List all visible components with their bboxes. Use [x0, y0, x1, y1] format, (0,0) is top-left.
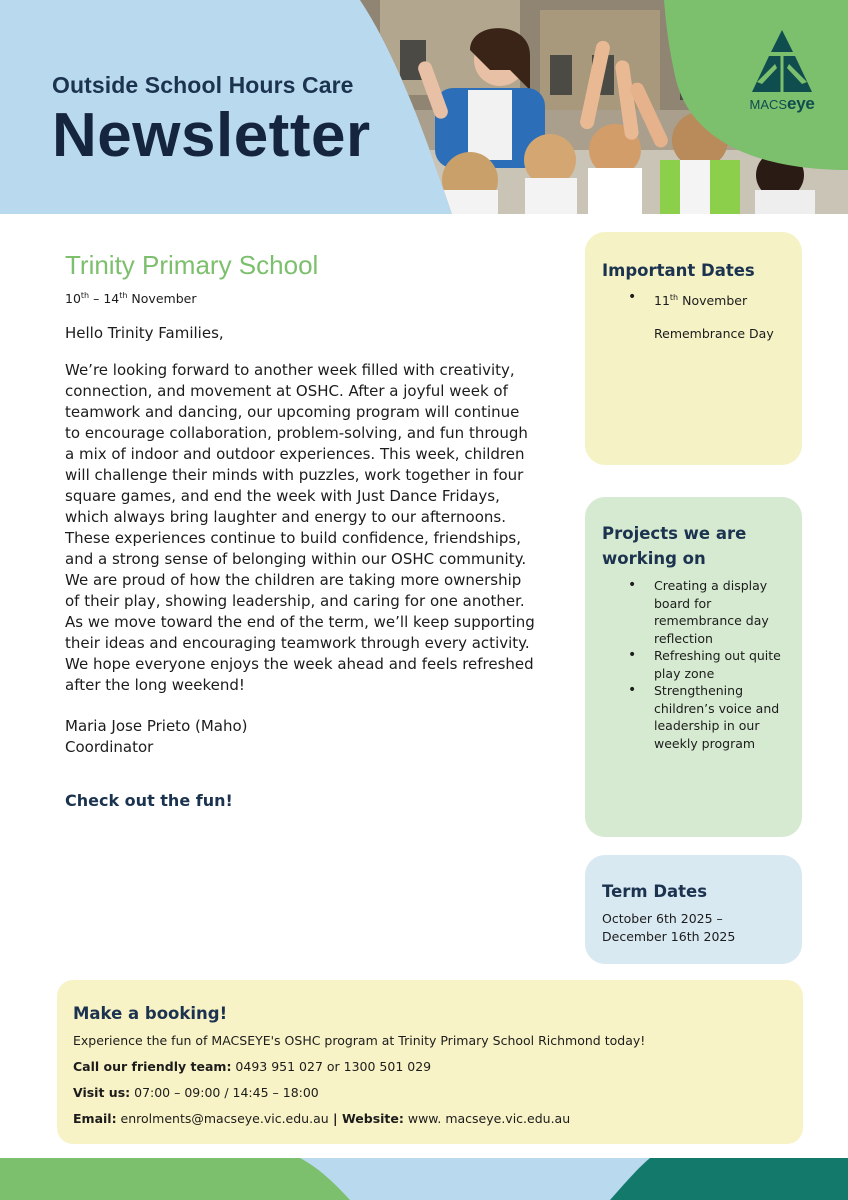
project-item: • Refreshing out quite play zone [602, 647, 785, 682]
important-dates-list [602, 289, 785, 310]
important-dates-card [585, 232, 802, 465]
date-event: Remembrance Day [654, 325, 774, 341]
newsletter-body [65, 360, 535, 696]
booking-title: Make a booking! [73, 1004, 228, 1023]
term-dates-card [585, 855, 802, 964]
important-dates-title: Important Dates [602, 261, 755, 280]
greeting: Hello Trinity Families, [65, 324, 224, 343]
date-item: • 11th November [602, 289, 785, 310]
main-content [65, 250, 535, 810]
school-name: Trinity Primary School [65, 250, 319, 280]
body-paragraph: We are proud of how the children are taking more ownership of their play, showing leadership, and caring for one another. As we move toward the end of the term, we’ll keep supporting their ideas and encouraging teamwork through every activity. [65, 571, 535, 653]
body-paragraph: We’re looking forward to another week filled with creativity, connection, and movement at OSHC. After a joyful week of teamwork and dancing, our upcoming program will continue to encourage collaboration, problem-solving, and fun through a mix of indoor and outdoor experiences. This week, children will challenge their minds with puzzles, work together in four square games, and end the week with Just Dance Fridays, which always bring laughter and energy to our afternoons. These experiences continue to build confidence, friendships, and a strong sense of belonging within our OSHC community. [65, 361, 528, 569]
project-item: • Strengthening children’s voice and leadership in our weekly program [602, 682, 785, 752]
header-text [52, 72, 371, 170]
signer-role: Coordinator [65, 738, 154, 757]
body-paragraph: We hope everyone enjoys the week ahead and feels refreshed after the long weekend! [65, 655, 534, 695]
header-title: Newsletter [52, 101, 371, 170]
booking-phone: Call our friendly team: 0493 951 027 or 1300 501 029 [73, 1059, 432, 1074]
footer-wave-band [0, 1158, 848, 1200]
booking-hours: Visit us: 07:00 – 09:00 / 14:45 – 18:00 [73, 1085, 319, 1100]
booking-contact: Email: enrolments@macseye.vic.edu.au | Website: www. macseye.vic.edu.au [73, 1111, 571, 1126]
projects-card [585, 497, 802, 837]
logo-text: MACSeye [749, 94, 815, 113]
project-item: • Creating a display board for remembrance day reflection [602, 577, 785, 647]
term-dates-range: October 6th 2025 – December 16th 2025 [602, 911, 736, 944]
check-out-fun-heading: Check out the fun! [65, 791, 233, 811]
term-dates-title: Term Dates [602, 882, 708, 901]
logo-mark-icon [747, 30, 817, 92]
booking-intro: Experience the fun of MACSEYE's OSHC program at Trinity Primary School Richmond today! [73, 1033, 646, 1048]
email-link[interactable]: enrolments@macseye.vic.edu.au [116, 1111, 329, 1126]
website-link[interactable]: www. macseye.vic.edu.au [403, 1111, 571, 1126]
macseye-logo [742, 30, 822, 122]
booking-panel [57, 980, 803, 1144]
projects-list [602, 577, 785, 752]
signer-name: Maria Jose Prieto (Maho) [65, 717, 248, 736]
projects-title: Projects we are working on [602, 524, 747, 568]
signature [65, 716, 535, 758]
week-dates: 10th – 14th November [65, 291, 197, 307]
newsletter-header [0, 0, 848, 214]
header-subtitle: Outside School Hours Care [52, 72, 354, 98]
